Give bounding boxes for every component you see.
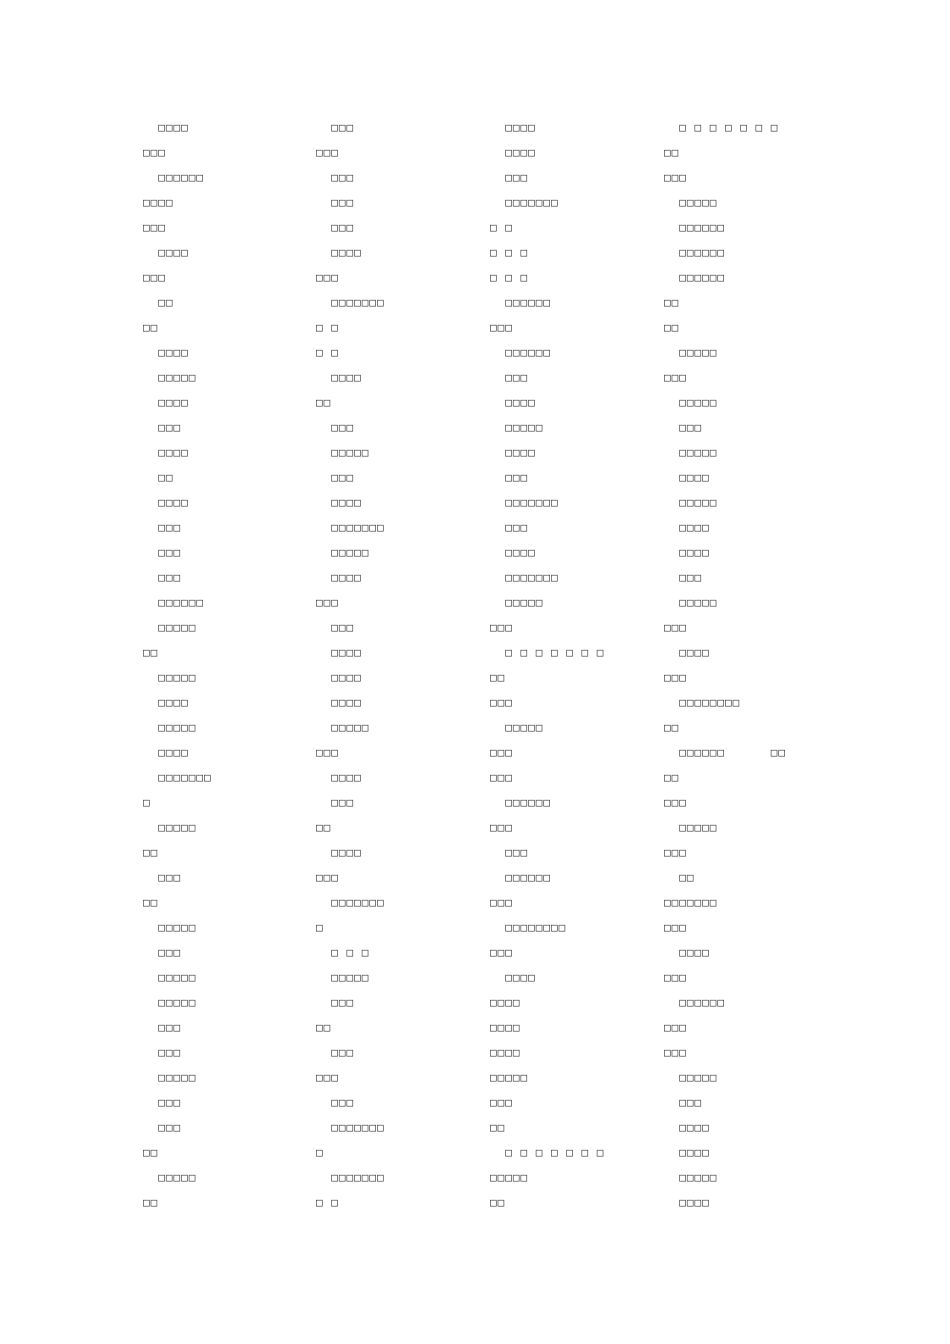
text-line: □□□□□ — [664, 1071, 718, 1084]
text-line: □□□□ — [316, 846, 362, 859]
text-line: □□□□ — [490, 971, 536, 984]
text-line: □ — [143, 796, 151, 809]
text-line: □□□□□□ — [143, 596, 204, 609]
text-line: □□□□□ — [664, 596, 718, 609]
text-line: □□□ — [143, 571, 182, 584]
text-line: □□□ — [316, 196, 355, 209]
text-line: □□□ — [490, 371, 529, 384]
text-line: □ □ — [490, 221, 513, 234]
text-line: □□□□ — [143, 446, 189, 459]
text-line: □□□ — [316, 1046, 355, 1059]
text-line: □□□□□□ — [664, 221, 725, 234]
text-line: □ □ □ □ □ □ □ — [490, 646, 605, 659]
text-line: □ — [316, 921, 324, 934]
text-line: □□□□□ — [143, 1071, 197, 1084]
text-line: □□ — [490, 1121, 506, 1134]
text-line: □□□ — [490, 621, 513, 634]
text-line: □□ — [143, 1146, 159, 1159]
text-line: □□□□□ — [664, 446, 718, 459]
text-line: □□□□□□□ — [490, 496, 559, 509]
text-line: □□□□ — [143, 496, 189, 509]
text-line: □□□□ — [316, 571, 362, 584]
text-line: □□□ — [316, 171, 355, 184]
text-line: □□□□ — [316, 696, 362, 709]
text-line: □□□ — [316, 621, 355, 634]
text-line: □□□□□□□ — [316, 521, 385, 534]
text-line: □□□□□ — [143, 621, 197, 634]
text-line: □ □ — [316, 321, 339, 334]
text-line: □□□□□□□□ — [490, 921, 567, 934]
text-line: □□□ — [143, 146, 166, 159]
text-line: □□□□ — [143, 396, 189, 409]
text-column-4 — [664, 120, 834, 1220]
text-line: □□□□ — [143, 121, 189, 134]
text-line: □□□□□□ — [490, 796, 551, 809]
text-line: □□□□ — [490, 121, 536, 134]
text-line: □□□ — [490, 821, 513, 834]
text-line: □□□□ — [664, 1146, 710, 1159]
text-line: □□□ — [316, 796, 355, 809]
text-line: □□□□□□□ — [316, 1121, 385, 1134]
text-line: □□□□□ — [143, 996, 197, 1009]
text-line: □□ — [143, 646, 159, 659]
text-line: □ □ □ □ □ □ □ — [664, 121, 779, 134]
text-line: □□□ — [143, 546, 182, 559]
text-line: □□□□ — [664, 1196, 710, 1209]
text-line: □□□□ — [664, 646, 710, 659]
text-line: □□□□ — [490, 546, 536, 559]
text-line: □ □ □ □ □ □ □ — [490, 1146, 605, 1159]
text-line: □□□ — [490, 1096, 513, 1109]
text-line: □□□□ — [316, 246, 362, 259]
text-line: □□ — [664, 771, 680, 784]
text-line: □□ — [490, 1196, 506, 1209]
text-line: □□□□ — [490, 996, 521, 1009]
text-line: □□□□□□□ — [490, 571, 559, 584]
text-line: □□ — [490, 671, 506, 684]
text-line: □□□ — [664, 1096, 703, 1109]
text-line: □□□□□□□□ — [664, 696, 741, 709]
text-line: □ □ □ — [490, 246, 529, 259]
text-line: □□□ — [143, 1096, 182, 1109]
text-line: □□□□ — [316, 671, 362, 684]
text-line: □□□□□ — [490, 1071, 529, 1084]
text-line: □□□ — [316, 871, 339, 884]
text-line: □□□ — [143, 221, 166, 234]
text-line: □□□□ — [143, 196, 174, 209]
text-line: □□□□ — [143, 696, 189, 709]
text-line: □□□□□□ — [490, 346, 551, 359]
text-line: □□□□ — [316, 771, 362, 784]
text-line: □□□□□□ — [490, 296, 551, 309]
text-line: □□□ — [490, 946, 513, 959]
text-line: □□□□ — [664, 471, 710, 484]
text-line: □□□□□□ — [143, 171, 204, 184]
text-line: □ — [316, 1146, 324, 1159]
text-line: □□□ — [143, 946, 182, 959]
text-line: □□□□□ — [316, 971, 370, 984]
text-line: □□□ — [143, 421, 182, 434]
text-line: □□□□□□□ — [664, 896, 718, 909]
text-line: □□□□ — [664, 946, 710, 959]
text-line: □□ — [316, 1021, 332, 1034]
text-line: □□□ — [664, 971, 687, 984]
text-line: □□□□ — [490, 396, 536, 409]
text-line: □□□□□ — [664, 196, 718, 209]
text-line: □□□ — [143, 521, 182, 534]
text-line: □□□□□□ — [664, 246, 725, 259]
text-line: □□□□□ — [664, 1171, 718, 1184]
text-line: □□ — [143, 1196, 159, 1209]
text-line: □□□ — [316, 596, 339, 609]
text-line: □□□□□□ — [664, 271, 725, 284]
text-line: □□□ — [316, 421, 355, 434]
text-line: □□□□□ — [490, 721, 544, 734]
text-line: □□□□ — [664, 1121, 710, 1134]
text-line: □□□ — [490, 521, 529, 534]
text-line: □□□ — [143, 1021, 182, 1034]
text-line: □□□ — [316, 146, 339, 159]
text-line: □□□□ — [143, 746, 189, 759]
text-column-1 — [143, 120, 313, 1220]
text-line: □□□□□ — [664, 496, 718, 509]
text-line: □□□ — [316, 471, 355, 484]
text-line: □□□□□ — [490, 1171, 529, 1184]
text-line: □□□ — [664, 1021, 687, 1034]
text-line: □□ — [664, 321, 680, 334]
text-line: □□□ — [316, 221, 355, 234]
text-line: □□□□□□□ — [316, 296, 385, 309]
text-line: □□ — [664, 871, 695, 884]
text-line: □□□□ — [316, 371, 362, 384]
text-line: □□ — [664, 296, 680, 309]
text-line: □□ — [664, 146, 680, 159]
text-line: □□□□□ — [143, 821, 197, 834]
text-line: □□ — [143, 296, 174, 309]
text-line: □□□□□ — [143, 371, 197, 384]
text-line: □ □ — [316, 1196, 339, 1209]
text-line: □□□□□□□ — [316, 896, 385, 909]
text-line: □□□ — [664, 621, 687, 634]
text-column-3 — [490, 120, 660, 1220]
text-line: □□□□□ — [143, 1171, 197, 1184]
text-line: □□□ — [143, 271, 166, 284]
text-line: □□ — [143, 846, 159, 859]
text-line: □□□ — [490, 471, 529, 484]
text-line: □□□□□ — [490, 421, 544, 434]
text-line: □□□□□□ — [664, 996, 725, 1009]
text-line: □□□ — [490, 696, 513, 709]
text-line: □□□□□□ — [490, 871, 551, 884]
text-line: □□□□□□□ — [490, 196, 559, 209]
text-line: □□□□ — [316, 646, 362, 659]
text-line: □□□□□ — [143, 671, 197, 684]
text-line: □□□ — [316, 746, 339, 759]
text-line: □□□□□ — [143, 721, 197, 734]
text-line: □□□ — [490, 771, 513, 784]
text-line: □□□ — [316, 1096, 355, 1109]
text-line: □□ — [664, 721, 680, 734]
text-line: □□□□□ — [316, 721, 370, 734]
text-line: □□□□ — [664, 521, 710, 534]
text-line: □□□ — [664, 921, 687, 934]
text-line: □□□ — [316, 121, 355, 134]
text-line: □□□□□ — [490, 596, 544, 609]
text-line: □□□□ — [143, 346, 189, 359]
text-line: □□□ — [664, 421, 703, 434]
text-line: □□□□□□□ — [143, 771, 212, 784]
text-line: □□□□□ — [143, 921, 197, 934]
text-line: □□□ — [316, 271, 339, 284]
text-line: □□ — [143, 471, 174, 484]
text-line: □ □ □ — [316, 946, 370, 959]
text-line: □□□ — [143, 871, 182, 884]
text-column-2 — [316, 120, 486, 1220]
text-line: □□□ — [664, 796, 687, 809]
text-line: □□ — [143, 896, 159, 909]
text-line: □□□□□ — [664, 396, 718, 409]
text-line: □□ — [316, 821, 332, 834]
text-line: □□□ — [490, 896, 513, 909]
text-line: □□□□□ — [664, 821, 718, 834]
text-line: □□□ — [316, 1071, 339, 1084]
text-line: □□□ — [664, 671, 687, 684]
text-line: □□□□□ — [316, 546, 370, 559]
text-line: □□□□□ — [316, 446, 370, 459]
text-line: □□□ — [664, 1046, 687, 1059]
text-line: □□□ — [316, 996, 355, 1009]
text-line: □ □ — [316, 346, 339, 359]
text-line: □□□□ — [143, 246, 189, 259]
text-line: □□ — [316, 396, 332, 409]
text-line: □□□ — [143, 1121, 182, 1134]
text-line: □□□□ — [664, 546, 710, 559]
text-line: □□□□□ — [664, 346, 718, 359]
text-line: □□□ — [143, 1046, 182, 1059]
text-line: □□□ — [490, 171, 529, 184]
text-line: □□□□□□□ — [316, 1171, 385, 1184]
text-line: □□□ — [664, 846, 687, 859]
text-line: □ □ □ — [490, 271, 529, 284]
text-line: □□□□ — [490, 1046, 521, 1059]
text-line: □□□ — [490, 846, 529, 859]
text-line: □□□□ — [490, 446, 536, 459]
text-line: □□□□□□ □□ — [664, 746, 786, 759]
text-line: □□□ — [664, 371, 687, 384]
text-line: □□□□ — [490, 1021, 521, 1034]
text-line: □□ — [143, 321, 159, 334]
text-line: □□□□ — [316, 496, 362, 509]
text-line: □□□ — [664, 571, 703, 584]
text-line: □□□ — [664, 171, 687, 184]
text-line: □□□ — [490, 321, 513, 334]
text-line: □□□□ — [490, 146, 536, 159]
text-line: □□□ — [490, 746, 513, 759]
text-line: □□□□□ — [143, 971, 197, 984]
